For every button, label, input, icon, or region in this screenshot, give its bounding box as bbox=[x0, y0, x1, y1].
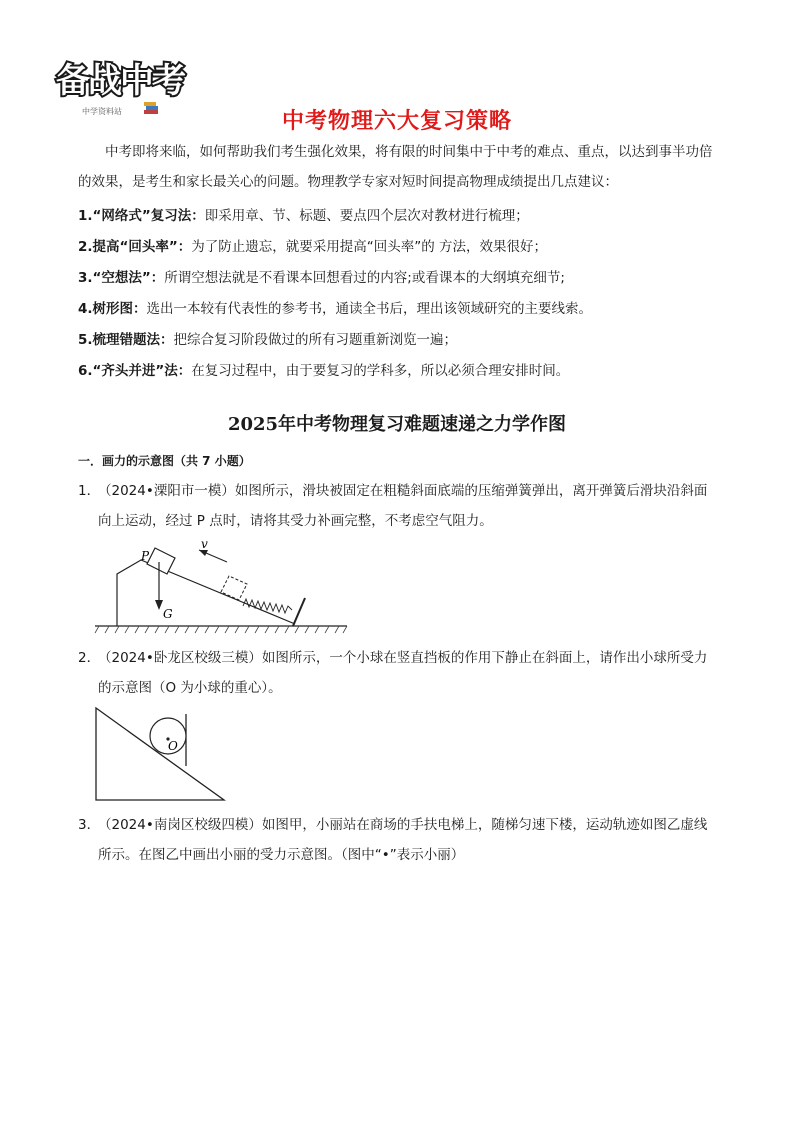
question-text-line2: 所示。在图乙中画出小丽的受力示意图。（图中“•”表示小丽） bbox=[98, 847, 465, 863]
question-2 bbox=[78, 643, 728, 703]
label-v: v bbox=[201, 537, 208, 551]
tip-label: 2.提高“回头率”： bbox=[78, 239, 192, 255]
tip-3 bbox=[78, 268, 738, 288]
section-title: 2025年中考物理复习难题速递之力学作图 bbox=[227, 414, 567, 435]
question-1 bbox=[78, 476, 728, 536]
tip-4 bbox=[78, 299, 738, 319]
question-number: 2． bbox=[78, 650, 101, 666]
sub-heading: 一．画力的示意图（共 7 小题） bbox=[78, 454, 251, 468]
tip-text: 在复习过程中，由于要复习的学科多，所以必须合理安排时间。 bbox=[191, 363, 570, 379]
tip-text: 所谓空想法就是不看课本回想看过的内容;或看课本的大纲填充细节; bbox=[164, 270, 565, 286]
tip-label: 5.梳理错题法： bbox=[78, 332, 174, 348]
question-text-line2: 向上运动，经过 P 点时，请将其受力补画完整，不考虑空气阻力。 bbox=[98, 513, 493, 529]
intro-paragraph: 中考即将来临，如何帮助我们考生强化效果，将有限的时间集中于中考的难点、重点，以达到事半功倍的效果，是考生和家长最关心的问题。物理教学专家对短时间提高物理成绩提出几点建议： bbox=[78, 144, 713, 190]
tip-text: 为了防止遗忘，就要采用提高“回头率”的 方法，效果很好； bbox=[191, 239, 548, 255]
tip-1 bbox=[78, 206, 738, 226]
doc-title: 中考物理六大复习策略 bbox=[281, 109, 512, 134]
figure-1-incline bbox=[95, 538, 350, 636]
question-text-line1: （2024•卧龙区校级三模）如图所示，一个小球在竖直挡板的作用下静止在斜面上，请作出小球所受力 bbox=[98, 650, 708, 666]
logo-subtext: 中学资料站 bbox=[82, 107, 122, 116]
tip-label: 4.树形图： bbox=[78, 301, 147, 317]
tip-text: 即采用章、节、标题、要点四个层次对教材进行梳理； bbox=[204, 208, 529, 224]
logo-text: 备战中考 bbox=[56, 61, 184, 101]
tip-5 bbox=[78, 330, 738, 350]
question-number: 3． bbox=[78, 817, 101, 833]
label-g: G bbox=[163, 607, 173, 621]
label-o: O bbox=[168, 739, 178, 753]
figure-2-ball-incline bbox=[94, 706, 229, 803]
tip-label: 3.“空想法”： bbox=[78, 270, 165, 286]
tip-text: 把综合复习阶段做过的所有习题重新浏览一遍； bbox=[173, 332, 458, 348]
question-number: 1． bbox=[78, 483, 101, 499]
label-p: P bbox=[141, 549, 150, 563]
question-3 bbox=[78, 810, 728, 870]
question-text-line1: （2024•溧阳市一模）如图所示，滑块被固定在粗糙斜面底端的压缩弹簧弹出，离开弹簧后滑块沿斜面 bbox=[98, 483, 708, 499]
tip-label: 1.“网络式”复习法： bbox=[78, 208, 205, 224]
question-text-line2: 的示意图（O 为小球的重心）。 bbox=[98, 680, 282, 696]
tip-2 bbox=[78, 237, 738, 257]
question-text-line1: （2024•南岗区校级四模）如图甲，小丽站在商场的手扶电梯上，随梯匀速下楼，运动轨迹如图乙虚线 bbox=[98, 817, 708, 833]
tip-label: 6.“齐头并进”法： bbox=[78, 363, 192, 379]
tip-text: 选出一本较有代表性的参考书，通读全书后，理出该领域研究的主要线索。 bbox=[146, 301, 593, 317]
tip-6 bbox=[78, 361, 738, 381]
